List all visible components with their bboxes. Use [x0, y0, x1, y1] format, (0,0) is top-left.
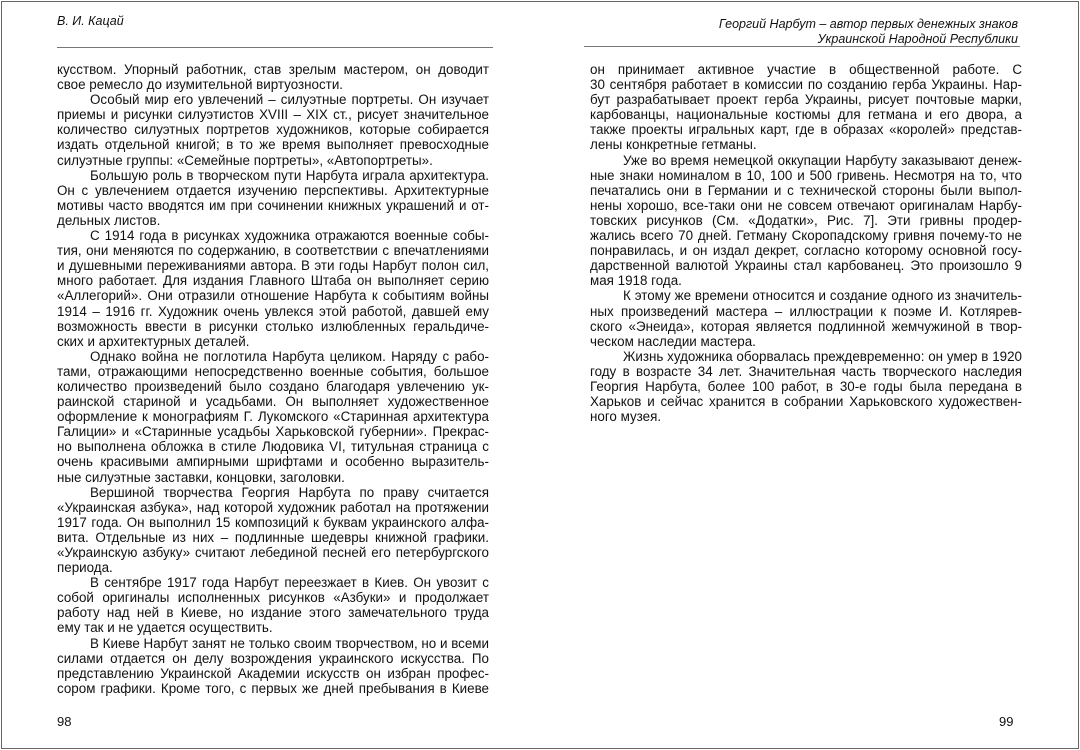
text-line: Харьков и сейчас хранится в собрании Харьковского художествен-	[590, 394, 1022, 410]
text-line: бут разрабатывает проект герба Украины, рисует почтовые марки,	[590, 92, 1022, 108]
text-line: раинской стариной и усадьбами. Он выполняет художественное	[57, 394, 489, 410]
paragraph	[590, 349, 1022, 424]
text-line: В Киеве Нарбут занят не только своим творчеством, но и всеми	[90, 635, 489, 651]
right-page	[540, 0, 1080, 750]
text-line: силами отдается он делу возрождения украинского искусства. По	[57, 650, 489, 666]
text-line: 1917 года. Он выполнил 15 композиций к буквам украинского алфа-	[57, 514, 489, 530]
header-rule	[57, 47, 493, 48]
text-line: году в возрасте 34 лет. Значительная часть творческого наследия	[590, 363, 1022, 379]
paragraph	[57, 62, 489, 92]
text-line: количество силуэтных портретов художников, которые собирается	[57, 122, 489, 138]
text-line: представлению Украинской Академии искусств он избран профес-	[57, 665, 489, 681]
text-line: 30 сентября работает в комиссии по созданию герба Украины. Нар-	[590, 77, 1022, 93]
text-line: и душевными переживаниями автора. В эти годы Нарбут полон сил,	[57, 258, 489, 274]
text-line: но выполнена обложка в стиле Людовика VI, титульная страница с	[57, 439, 489, 455]
text-line: понравилась, и он издал декрет, согласно которому основной госу-	[590, 243, 1022, 259]
text-line: лены конкретные гетманы.	[590, 137, 757, 153]
text-line: Вершиной творчества Георгия Нарбута по праву считается	[90, 484, 489, 500]
text-line: ные силуэтные заставки, концовки, заголовки.	[57, 469, 345, 485]
header-rule	[584, 46, 1020, 47]
text-line: С 1914 года в рисунках художника отражаются военные собы-	[90, 228, 489, 244]
text-line: «Украинская азбука», над которой художник работал на протяжении	[57, 499, 489, 515]
text-line: мая 1918 года.	[590, 273, 682, 289]
running-header-author: В. И. Кацай	[57, 14, 124, 28]
text-line: количество произведений было создано благодаря увлечению ук-	[57, 378, 489, 394]
paragraph	[57, 228, 489, 349]
text-line: также проекты игральных карт, где в образах «королей» представ-	[590, 122, 1022, 138]
text-line: ного музея.	[590, 409, 662, 425]
text-line: Жизнь художника оборвалась преждевременно: он умер в 1920	[623, 348, 1022, 364]
text-line: Большую роль в творческом пути Нарбута играла архитектура.	[90, 167, 489, 183]
text-line: ского «Энеида», которая является подлинной жемчужиной в твор-	[590, 318, 1022, 334]
text-line: товских рисунков (См. «Додатки», Рис. 7]. Эти гривны продер-	[590, 212, 1022, 228]
paragraph	[57, 575, 489, 635]
text-line: нены хорошо, все-таки они не совсем отвечают оригиналам Нарбу-	[590, 197, 1022, 213]
text-line: ные знаки номиналом в 10, 100 и 500 гривень. Несмотря на то, что	[590, 167, 1022, 183]
body-text	[57, 62, 489, 696]
text-line: он принимает активное участие в общественной работе. С	[590, 62, 1022, 77]
text-line: «Украинскую азбуку» считают лебединой песней его петербургского	[57, 545, 489, 560]
text-line: кусством. Упорный работник, став зрелым мастером, он доводит	[57, 62, 489, 77]
paragraph	[57, 636, 489, 696]
body-text	[590, 62, 1022, 424]
text-line: Галиции» и «Старинные усадьбы Харьковской губернии». Прекрас-	[57, 424, 489, 440]
text-line: тия, они меняются по содержанию, в соответствии с впечатлениями	[57, 243, 489, 259]
text-line: ему так и не удается осуществить.	[57, 620, 273, 636]
text-line: дарственной валютой Украины стал карбованец. Это произошло 9	[590, 258, 1022, 274]
text-line: издать отдельной книгой; в то же время выполняет превосходные	[57, 137, 489, 153]
text-line: очень красивыми ампирными шрифтами и особенно выразитель-	[57, 454, 489, 470]
text-line: К этому же времени относится и создание одного из значитель-	[623, 288, 1022, 304]
paragraph	[57, 349, 489, 485]
text-line: 1914 – 1916 гг. Художник очень увлекся этой работой, давшей ему	[57, 303, 489, 319]
text-line: печатались они в Германии и с технической стороны были выпол-	[590, 182, 1022, 198]
text-line: ческом наследии мастера.	[590, 333, 756, 349]
text-line: карбованцы, национальные костюмы для гетмана и его двора, а	[590, 107, 1022, 123]
text-line: Георгия Нарбута, более 100 работ, в 30-е годы была передана в	[590, 378, 1022, 394]
text-line: вита. Отдельные из них – подлинные шедевры книжной графики.	[57, 529, 489, 545]
text-line: мотивы часто вводятся им при сочинении книжных украшений и от-	[57, 197, 489, 213]
running-header-title	[719, 17, 1018, 47]
text-line: дельных листов.	[57, 212, 161, 228]
text-line: собой оригиналы исполненных рисунков «Азбуки» и продолжает	[57, 590, 489, 606]
page-number: 98	[57, 714, 72, 729]
text-line: силуэтные группы: «Семейные портреты», «Автопортреты».	[57, 152, 433, 168]
paragraph	[590, 288, 1022, 348]
text-line: В сентябре 1917 года Нарбут переезжает в Киев. Он увозит с	[90, 575, 489, 591]
text-line: оформление к монографиям Г. Лукомского «Старинная архитектура	[57, 409, 489, 425]
text-line: «Аллегорий». Они отразили отношение Нарбута к событиям войны	[57, 288, 489, 304]
text-line: Однако война не поглотила Нарбута целиком. Наряду с рабо-	[90, 348, 489, 364]
text-line: много работает. Для издания Главного Штаба он выполняет серию	[57, 273, 489, 289]
text-line: жались всего 70 дней. Гетману Скоропадскому гривня почему-то не	[590, 228, 1022, 244]
page-number: 99	[999, 714, 1014, 729]
paragraph	[590, 62, 1022, 153]
text-line: приемы и рисунки силуэтистов XVIII – XIX ст., рисует значительное	[57, 107, 489, 123]
text-line: Уже во время немецкой оккупации Нарбуту заказывают денеж-	[623, 152, 1022, 168]
paragraph	[590, 153, 1022, 289]
header-title-line: Георгий Нарбут – автор первых денежных знаков	[718, 17, 1018, 31]
text-line: периода.	[57, 560, 113, 576]
text-line: ных произведений мастера – иллюстрации к поэме И. Котлярев-	[590, 303, 1022, 319]
text-line: тами, отражающими непосредственно военные события, большое	[57, 363, 489, 379]
text-line: возможность ввести в рисунки столько излюбленных геральдиче-	[57, 318, 489, 334]
header-title-line: Украинской Народной Республики	[817, 32, 1018, 46]
text-line: Он с увлечением отдается изучению перспективы. Архитектурные	[57, 182, 489, 198]
text-line: ских и архитектурных деталей.	[57, 333, 250, 349]
text-line: Особый мир его увлечений – силуэтные портреты. Он изучает	[90, 92, 489, 108]
paragraph	[57, 485, 489, 576]
paragraph	[57, 168, 489, 228]
paragraph	[57, 92, 489, 167]
text-line: работу над ней в Киеве, но издание этого замечательного труда	[57, 605, 489, 621]
text-line: свое ремесло до изумительной виртуозности.	[57, 77, 344, 93]
text-line: сором графики. Кроме того, с первых же дней пребывания в Киеве	[57, 680, 489, 696]
